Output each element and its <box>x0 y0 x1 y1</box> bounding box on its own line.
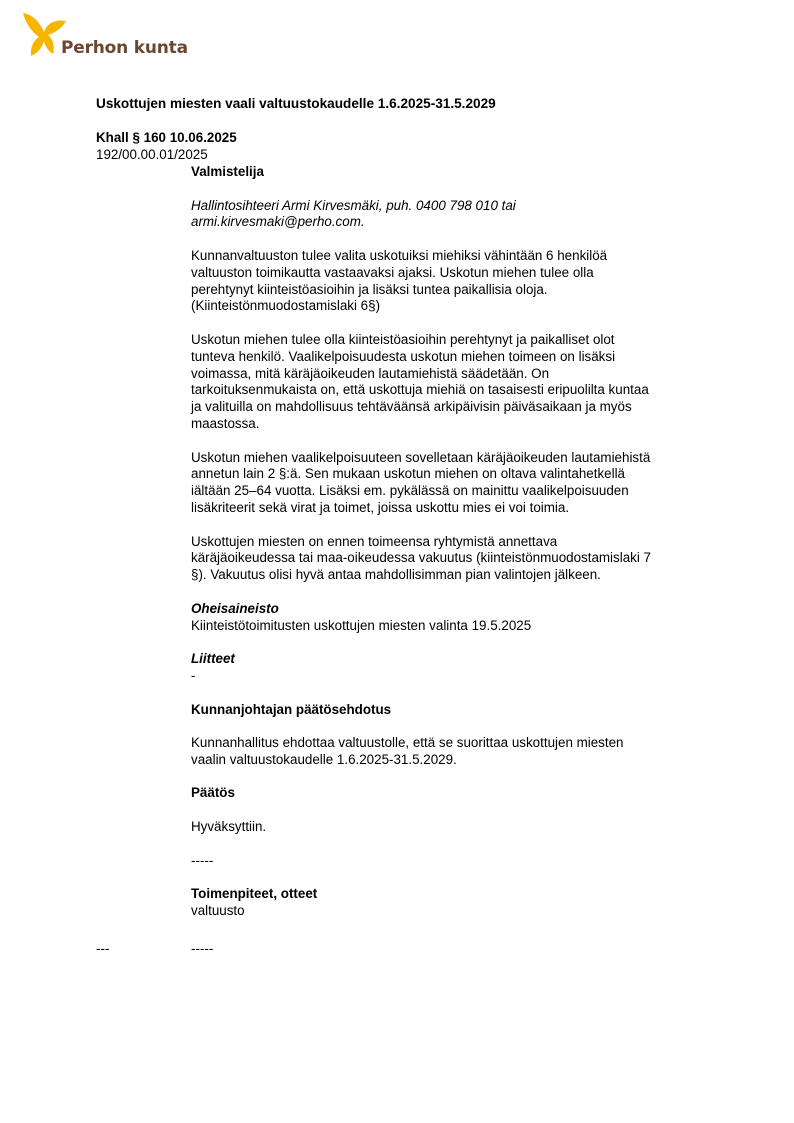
paragraph-line: käräjäoikeudessa tai maa-oikeudessa vakuutus (kiinteistönmuodostamislaki 7 <box>191 550 651 566</box>
meeting-reference: Khall § 160 10.06.2025 <box>96 130 237 145</box>
attachments-text: Kiinteistötoimitusten uskottujen miesten valinta 19.5.2025 <box>191 617 532 633</box>
document-title: Uskottujen miesten vaali valtuustokaudelle 1.6.2025-31.5.2029 <box>96 96 496 111</box>
paragraph-line: maastossa. <box>191 415 260 431</box>
paragraph-line: Uskotun miehen vaalikelpoisuuteen sovelletaan käräjäoikeuden lautamiehistä <box>191 449 651 465</box>
actions-text: valtuusto <box>191 903 245 919</box>
paragraph-line: Uskotun miehen tulee olla kiinteistöasioihin perehtynyt ja paikalliset olot <box>191 331 615 347</box>
proposal-line: Kunnanhallitus ehdottaa valtuustolle, että se suorittaa uskottujen miesten <box>191 735 624 751</box>
paragraph-line: Uskottujen miesten on ennen toimeensa ryhtymistä annettava <box>191 533 558 549</box>
logo-text: Perhon kunta <box>61 38 188 58</box>
proposal-line: vaalin valtuustokaudelle 1.6.2025-31.5.2029. <box>191 751 457 767</box>
footer-marker-left: --- <box>96 941 110 956</box>
preparer-heading: Valmistelija <box>191 164 264 179</box>
proposal-heading: Kunnanjohtajan päätösehdotus <box>191 701 392 717</box>
attachments-heading: Oheisaineisto <box>191 600 279 616</box>
decision-heading: Päätös <box>191 785 235 801</box>
paragraph-1 <box>191 248 711 315</box>
paragraph-line: Kunnanvaltuuston tulee valita uskotuiksi miehiksi vähintään 6 henkilöä <box>191 247 608 263</box>
paragraph-line: §). Vakuutus olisi hyvä antaa mahdollisimman pian valintojen jälkeen. <box>191 567 601 583</box>
footer-marker-right: ----- <box>191 941 214 956</box>
paragraph-line: iältään 25–64 vuotta. Lisäksi em. pykälässä on mainittu vaalikelpoisuuden <box>191 483 629 499</box>
appendices-heading: Liitteet <box>191 651 235 667</box>
paragraph-line: perehtynyt kiinteistöasioihin ja lisäksi tuntea paikallisia oloja. <box>191 281 548 297</box>
paragraph-line: tunteva henkilö. Vaalikelpoisuudesta uskotun miehen toimeen on lisäksi <box>191 348 616 364</box>
paragraph-line: valtuuston toimikautta vastaavaksi ajaksi. Uskotun miehen tulee olla <box>191 264 594 280</box>
paragraph-line: tarkoituksenmukaista on, että uskottuja miehiä on tasaisesti eripuolilta kuntaa <box>191 382 649 398</box>
paragraph-line: ja valituilla on mahdollisuus tehtäväänsä arkipäivisin päiväsaikaan ja myös <box>191 399 632 415</box>
paragraph-line: voimassa, mitä käräjäoikeuden lautamiehistä säädetään. On <box>191 365 550 381</box>
paragraph-line: lisäkriteerit sekä virat ja toimet, joissa uskottu mies ei voi toimia. <box>191 499 570 515</box>
paragraph-line: (Kiinteistönmuodostamislaki 6§) <box>191 298 381 314</box>
paragraph-line: annetun lain 2 §:ä. Sen mukaan uskotun miehen on oltava valintahetkellä <box>191 466 626 482</box>
preparer-line-1: Hallintosihteeri Armi Kirvesmäki, puh. 0400 798 010 tai <box>191 197 516 213</box>
paragraph-2 <box>191 332 711 433</box>
appendices-text: - <box>191 667 196 683</box>
decision-text: Hyväksyttiin. <box>191 819 267 835</box>
municipality-logo <box>20 10 190 62</box>
paragraph-3 <box>191 450 711 517</box>
diary-number: 192/00.00.01/2025 <box>96 147 208 162</box>
paragraph-4 <box>191 534 711 584</box>
document-body <box>191 164 711 920</box>
preparer-email: armi.kirvesmaki@perho.com. <box>191 214 365 230</box>
actions-heading: Toimenpiteet, otteet <box>191 886 318 902</box>
separator: ----- <box>191 852 214 868</box>
